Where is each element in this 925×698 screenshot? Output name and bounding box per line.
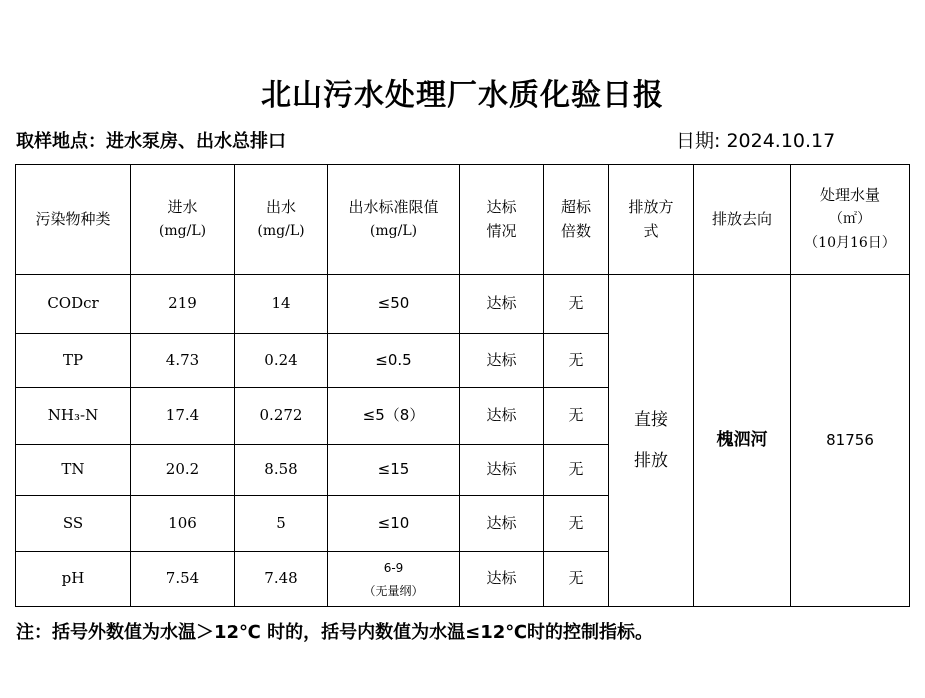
row-inflow: 7.54 xyxy=(131,552,235,607)
water-quality-table xyxy=(15,164,910,607)
row-inflow: 17.4 xyxy=(131,388,235,445)
treated-volume: 81756 xyxy=(791,275,910,607)
row-inflow: 106 xyxy=(131,496,235,552)
row-exceed: 无 xyxy=(544,275,609,334)
row-status: 达标 xyxy=(460,445,544,496)
row-status: 达标 xyxy=(460,496,544,552)
report-date: 日期: 2024.10.17 xyxy=(676,130,836,152)
header-pollutant: 污染物种类 xyxy=(16,165,131,275)
row-limit: ≤50 xyxy=(328,275,460,334)
table-row xyxy=(16,275,910,334)
row-limit: 6-9 （无量纲） xyxy=(328,552,460,607)
row-exceed: 无 xyxy=(544,334,609,388)
header-limit: 出水标准限值 (mg/L) xyxy=(328,165,460,275)
row-pollutant: NH₃-N xyxy=(16,388,131,445)
discharge-mode: 直接 排放 xyxy=(609,275,694,607)
row-outflow: 5 xyxy=(235,496,328,552)
row-inflow: 20.2 xyxy=(131,445,235,496)
row-limit: ≤10 xyxy=(328,496,460,552)
header-exceed: 超标 倍数 xyxy=(544,165,609,275)
header-inflow: 进水 (mg/L) xyxy=(131,165,235,275)
header-outflow: 出水 (mg/L) xyxy=(235,165,328,275)
row-exceed: 无 xyxy=(544,445,609,496)
header-discharge-mode: 排放方 式 xyxy=(609,165,694,275)
row-outflow: 0.272 xyxy=(235,388,328,445)
row-inflow: 4.73 xyxy=(131,334,235,388)
row-pollutant: CODcr xyxy=(16,275,131,334)
sampling-location: 取样地点：进水泵房、出水总排口 xyxy=(16,131,286,152)
row-status: 达标 xyxy=(460,388,544,445)
row-limit: ≤15 xyxy=(328,445,460,496)
row-limit: ≤0.5 xyxy=(328,334,460,388)
row-exceed: 无 xyxy=(544,388,609,445)
header-row xyxy=(16,165,910,275)
row-outflow: 14 xyxy=(235,275,328,334)
row-status: 达标 xyxy=(460,552,544,607)
header-destination: 排放去向 xyxy=(694,165,791,275)
row-exceed: 无 xyxy=(544,552,609,607)
row-outflow: 0.24 xyxy=(235,334,328,388)
footnote: 注：括号外数值为水温＞12℃ 时的，括号内数值为水温≤12℃时的控制指标。 xyxy=(16,622,654,643)
row-outflow: 7.48 xyxy=(235,552,328,607)
row-status: 达标 xyxy=(460,275,544,334)
header-status: 达标 情况 xyxy=(460,165,544,275)
row-limit-note: （无量纲） xyxy=(363,584,424,598)
row-inflow: 219 xyxy=(131,275,235,334)
discharge-destination: 槐泗河 xyxy=(694,275,791,607)
row-pollutant: pH xyxy=(16,552,131,607)
report-title: 北山污水处理厂水质化验日报 xyxy=(261,78,664,113)
row-pollutant: TP xyxy=(16,334,131,388)
row-status: 达标 xyxy=(460,334,544,388)
row-pollutant: SS xyxy=(16,496,131,552)
row-limit: ≤5（8） xyxy=(328,388,460,445)
row-outflow: 8.58 xyxy=(235,445,328,496)
header-volume: 处理水量 （㎡） （10月16日） xyxy=(791,165,910,275)
row-exceed: 无 xyxy=(544,496,609,552)
row-pollutant: TN xyxy=(16,445,131,496)
